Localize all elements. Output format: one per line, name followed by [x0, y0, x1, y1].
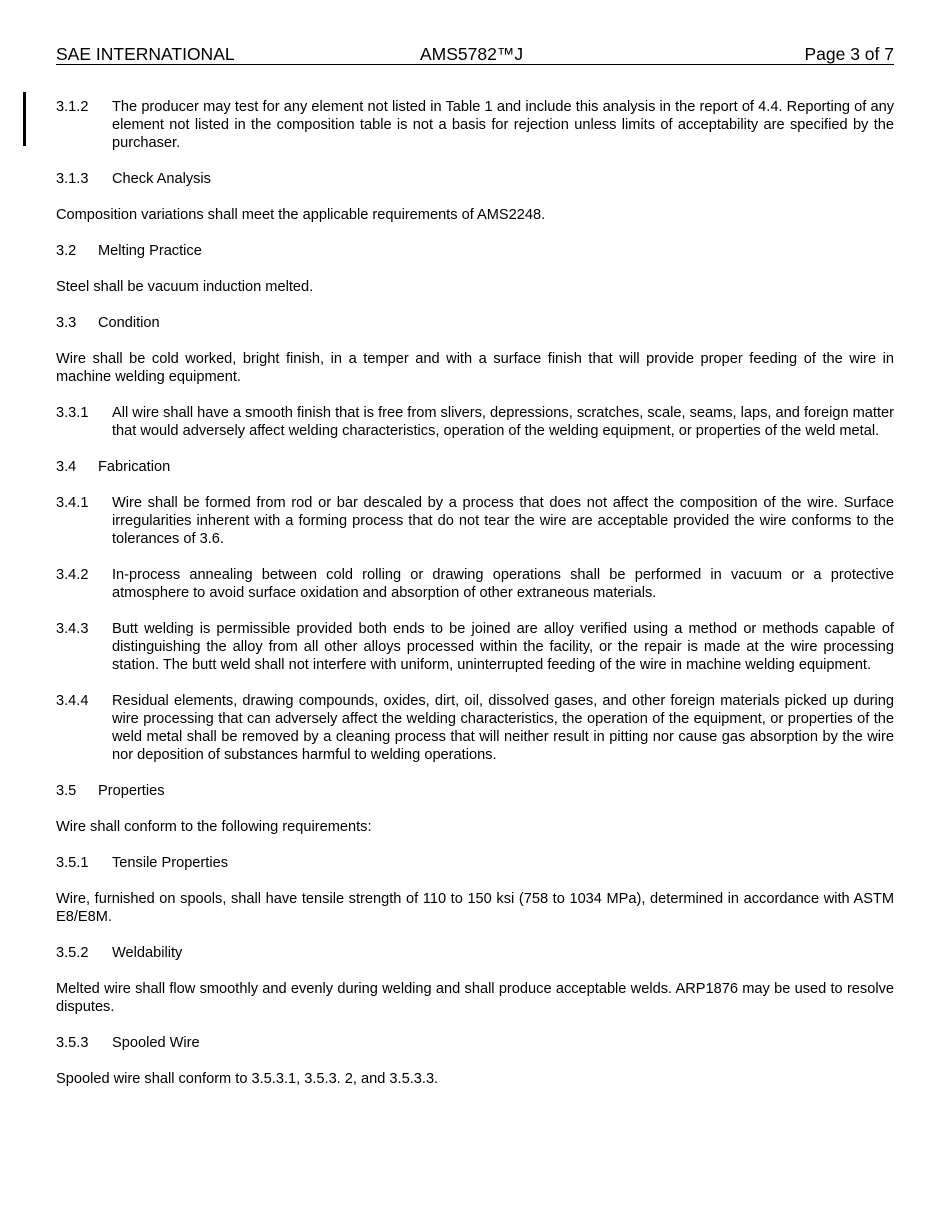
section-3-5-2-body: Melted wire shall flow smoothly and evenly during welding and shall produce acceptable welds. ARP1876 may be used to resolve disputes. — [56, 981, 894, 1015]
header-organization: SAE INTERNATIONAL — [56, 44, 235, 64]
section-title: Fabrication — [98, 459, 171, 475]
section-number: 3.5.2 — [56, 945, 89, 961]
section-3-4-4 — [56, 692, 894, 764]
section-number: 3.4.3 — [56, 621, 89, 637]
section-title: Condition — [98, 315, 160, 331]
section-text: Butt welding is permissible provided both ends to be joined are alloy verified using a method or methods capable of distinguishing the alloy from all other alloys processed within the facility, or the repair is made at the wire processing station. The butt weld shall not interfere with uniform, uninterrupted feeding of the wire in machine welding equipment. — [112, 621, 894, 673]
section-text: The producer may test for any element not listed in Table 1 and include this analysis in the report of 4.4. Reporting of any element not listed in the composition table is not a basis for rejection unless limits of acceptability are specified by the purchaser. — [112, 99, 894, 151]
section-number: 3.3.1 — [56, 405, 89, 421]
section-number: 3.4.2 — [56, 567, 89, 583]
section-text: All wire shall have a smooth finish that is free from slivers, depressions, scratches, scale, seams, laps, and foreign matter that would adversely affect welding characteristics, operation of the welding equipment, or properties of the weld metal. — [112, 405, 894, 439]
section-3-1-3-body: Composition variations shall meet the applicable requirements of AMS2248. — [56, 207, 546, 223]
section-title: Weldability — [112, 945, 183, 961]
section-3-1-2 — [56, 98, 894, 152]
revision-change-bar — [23, 92, 26, 146]
section-3-3-body: Wire shall be cold worked, bright finish, in a temper and with a surface finish that will provide proper feeding of the wire in machine welding equipment. — [56, 351, 894, 385]
section-number: 3.5 — [56, 783, 77, 799]
header-document-id: AMS5782™J — [420, 44, 524, 64]
section-text: Residual elements, drawing compounds, oxides, dirt, oil, dissolved gases, and other foreign materials picked up during wire processing that can adversely affect the welding characteristics, the operation of the equipment, or properties of the weld metal shall be removed by a cleaning process that will neither result in pitting nor cause gas absorption by the wire nor deposition of substances harmful to welding operations. — [112, 693, 894, 763]
section-3-5-1-body: Wire, furnished on spools, shall have tensile strength of 110 to 150 ksi (758 to 1034 MPa), determined in accordance with ASTM E8/E8M. — [56, 891, 894, 925]
section-number: 3.1.2 — [56, 99, 89, 115]
section-number: 3.2 — [56, 243, 77, 259]
section-3-4-1 — [56, 494, 894, 548]
section-3-2-body: Steel shall be vacuum induction melted. — [56, 279, 314, 295]
section-3-4-3 — [56, 620, 894, 674]
section-3-2-heading — [56, 242, 894, 260]
section-3-5-1-heading — [56, 854, 894, 872]
section-title: Spooled Wire — [112, 1035, 200, 1051]
section-title: Properties — [98, 783, 165, 799]
section-3-3-heading — [56, 314, 894, 332]
section-number: 3.4.1 — [56, 495, 89, 511]
section-number: 3.4 — [56, 459, 77, 475]
section-text: Wire shall be formed from rod or bar descaled by a process that does not affect the composition of the wire. Surface irregularities inherent with a forming process that do not tear the wire are acceptable provided the wire conforms to the tolerances of 3.6. — [112, 495, 894, 547]
section-number: 3.5.3 — [56, 1035, 89, 1051]
section-title: Melting Practice — [98, 243, 202, 259]
section-3-3-1 — [56, 404, 894, 440]
section-3-5-3-heading — [56, 1034, 894, 1052]
page-header — [56, 44, 894, 65]
section-number: 3.1.3 — [56, 171, 89, 187]
section-3-5-3-body: Spooled wire shall conform to 3.5.3.1, 3.5.3. 2, and 3.5.3.3. — [56, 1071, 439, 1087]
header-page-number: Page 3 of 7 — [804, 44, 894, 64]
section-title: Tensile Properties — [112, 855, 228, 871]
section-3-4-2 — [56, 566, 894, 602]
section-number: 3.5.1 — [56, 855, 89, 871]
section-text: In-process annealing between cold rolling or drawing operations shall be performed in vacuum or a protective atmosphere to avoid surface oxidation and absorption of other extraneous materials. — [112, 567, 894, 601]
section-3-5-body: Wire shall conform to the following requirements: — [56, 819, 372, 835]
section-number: 3.3 — [56, 315, 77, 331]
section-title: Check Analysis — [112, 171, 211, 187]
section-3-5-2-heading — [56, 944, 894, 962]
section-3-4-heading — [56, 458, 894, 476]
section-3-1-3-heading — [56, 170, 894, 188]
section-number: 3.4.4 — [56, 693, 89, 709]
section-3-5-heading — [56, 782, 894, 800]
document-body — [56, 98, 894, 1106]
